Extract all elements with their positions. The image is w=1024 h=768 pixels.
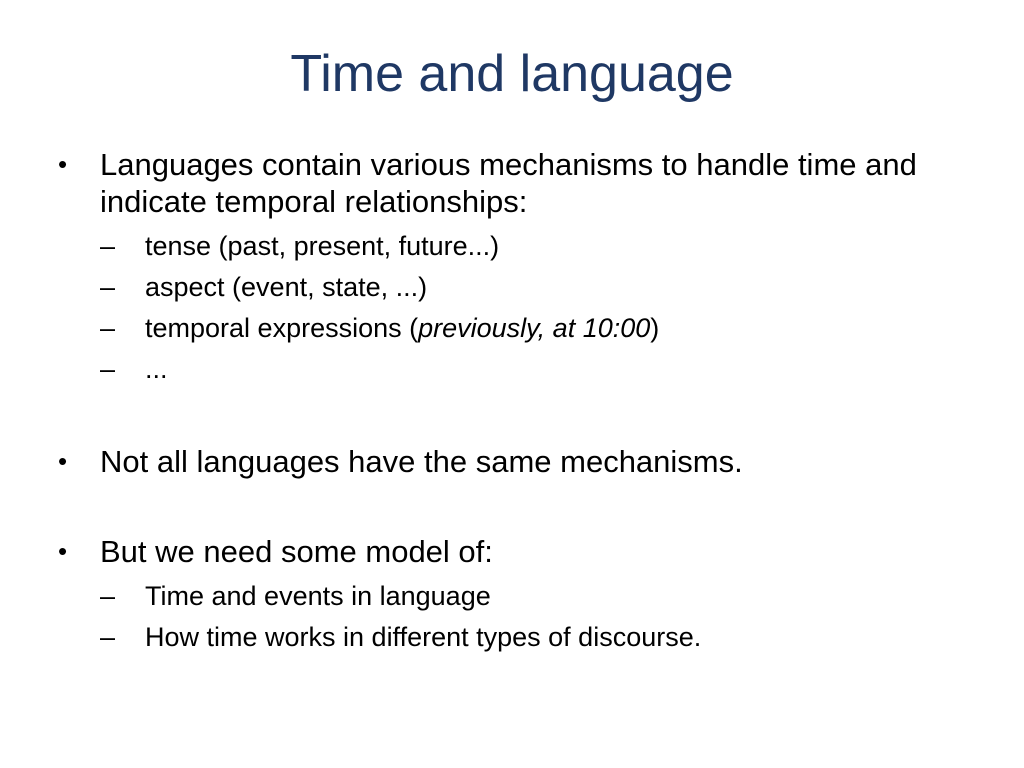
dash-icon: – (100, 622, 116, 652)
bullet-icon: • (58, 446, 68, 476)
sub-item-text: aspect (event, state, ...) (145, 272, 428, 302)
sub-item (72, 267, 996, 308)
slide-content (56, 146, 996, 658)
dash-icon: – (100, 313, 116, 343)
sub-item (72, 226, 996, 267)
bullet-text: But we need some model of: (100, 534, 493, 569)
dash-icon: – (100, 231, 116, 261)
sub-item-text: ... (145, 354, 168, 384)
sub-item-text: Time and events in language (145, 581, 491, 611)
dash-icon: – (100, 354, 116, 384)
bullet-text: Not all languages have the same mechanisms. (100, 444, 743, 479)
sub-item-italic-examples: previously, at 10:00 (418, 313, 651, 343)
bullet-icon: • (58, 536, 68, 566)
bullet-icon: • (58, 149, 68, 179)
dash-icon: – (100, 272, 116, 302)
sub-item (72, 576, 996, 617)
sub-item (72, 308, 996, 349)
sub-list (72, 576, 996, 658)
sub-item (72, 617, 996, 658)
sub-item-suffix: ) (650, 313, 660, 343)
bullet-text: Languages contain various mechanisms to handle time and indicate temporal relationships: (100, 147, 917, 219)
sub-item-prefix: temporal expressions ( (145, 313, 419, 343)
dash-icon: – (100, 581, 116, 611)
sub-list (72, 226, 996, 390)
bullet-item (56, 146, 996, 220)
bullet-item (56, 533, 996, 570)
bullet-item (56, 443, 996, 480)
sub-item-text: tense (past, present, future...) (145, 231, 500, 261)
sub-item-text: How time works in different types of discourse. (145, 622, 702, 652)
sub-item (72, 349, 996, 390)
slide-title: Time and language (290, 45, 734, 103)
